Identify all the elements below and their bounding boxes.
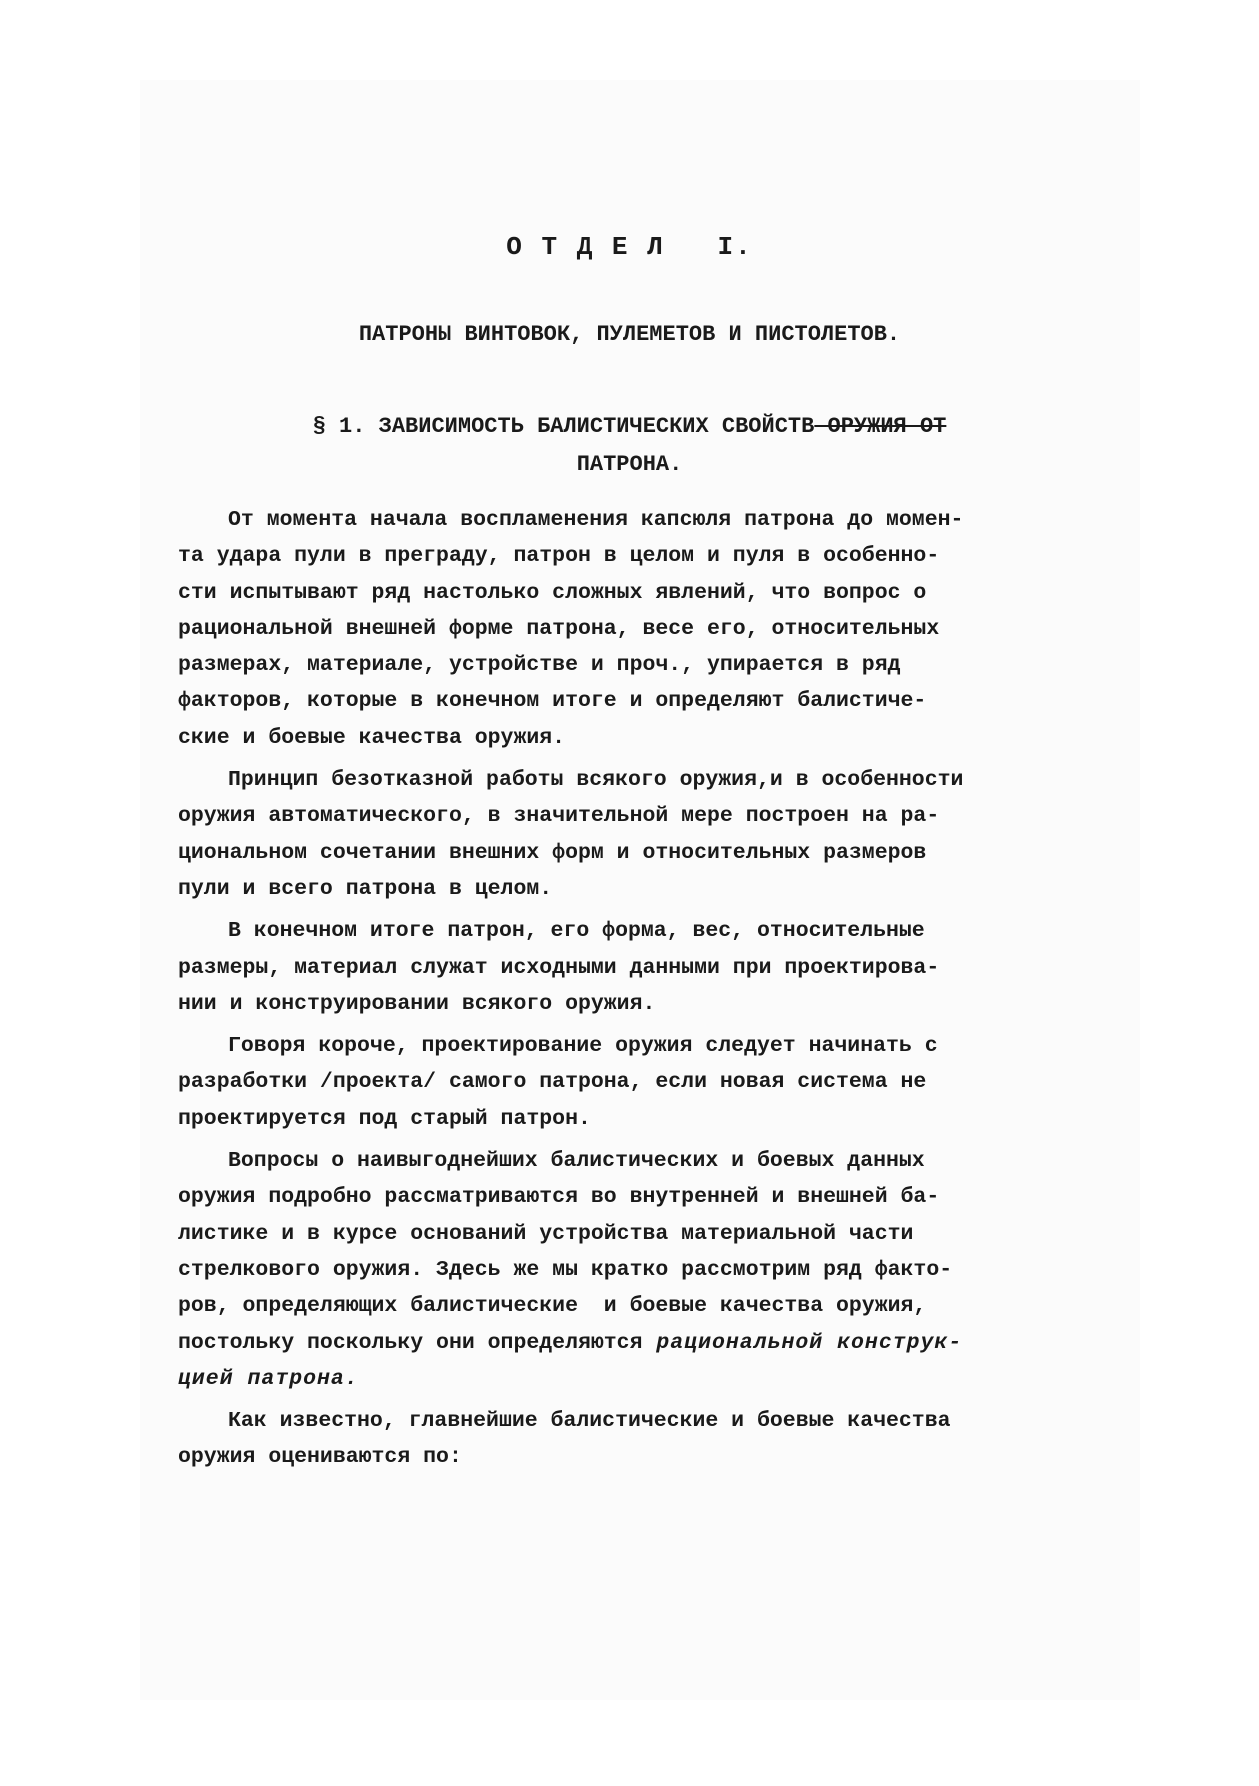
paragraph-4 bbox=[178, 1028, 1123, 1137]
section-title: О Т Д Е Л I. bbox=[506, 232, 753, 262]
text-line: Принцип безотказной работы всякого оружия,и в особенности bbox=[228, 768, 964, 793]
text-line: рациональной внешней форме патрона, весе его, относительных bbox=[178, 616, 940, 641]
italic-phrase-end: цией патрона. bbox=[178, 1366, 359, 1391]
text-line: В конечном итоге патрон, его форма, вес, относительные bbox=[228, 919, 925, 944]
paragraph-6 bbox=[178, 1403, 1123, 1476]
text-line: Говоря короче, проектирование оружия следует начинать с bbox=[228, 1034, 938, 1059]
text-line: размерах, материале, устройстве и проч., упирается в ряд bbox=[178, 653, 901, 678]
paragraph-heading-line-1 bbox=[0, 414, 1259, 439]
text-line: оружия оцениваются по: bbox=[178, 1445, 462, 1470]
text-line: Как известно, главнейшие балистические и боевые качества bbox=[228, 1409, 951, 1434]
text-line: Вопросы о наивыгоднейших балистических и боевых данных bbox=[228, 1149, 925, 1174]
text-line: листике и в курсе оснований устройства материальной части bbox=[178, 1221, 914, 1246]
text-line: стрелкового оружия. Здесь же мы кратко рассмотрим ряд факто- bbox=[178, 1257, 953, 1282]
text-line: факторов, которые в конечном итоге и определяют балистиче- bbox=[178, 689, 927, 714]
paragraph-5 bbox=[178, 1143, 1123, 1397]
text-line: От момента начала воспламенения капсюля патрона до момен- bbox=[228, 508, 964, 532]
text-line: оружия подробно рассматриваются во внутренней и внешней ба- bbox=[178, 1185, 940, 1210]
text-line: циональном сочетании внешних форм и относительных размеров bbox=[178, 840, 927, 865]
text-line: пули и всего патрона в целом. bbox=[178, 876, 553, 901]
body-text bbox=[178, 502, 1123, 1476]
paragraph-heading-struck: ОРУЖИЯ ОТ bbox=[814, 414, 947, 439]
text-line: та удара пули в преграду, патрон в целом и пуля в особенно- bbox=[178, 544, 940, 569]
text-line: размеры, материал служат исходными данными при проектирова- bbox=[178, 955, 940, 980]
paragraph-heading-main: § 1. ЗАВИСИМОСТЬ БАЛИСТИЧЕСКИХ СВОЙСТВ bbox=[312, 414, 815, 439]
paragraph-2 bbox=[178, 762, 1123, 907]
paragraph-3 bbox=[178, 913, 1123, 1022]
text-line: проектируется под старый патрон. bbox=[178, 1106, 591, 1131]
text-line: нии и конструировании всякого оружия. bbox=[178, 991, 656, 1016]
paragraph-1 bbox=[178, 502, 1123, 756]
italic-phrase: рациональной конструк- bbox=[642, 1330, 963, 1355]
text-line-start: постольку поскольку они определяются bbox=[178, 1330, 643, 1355]
text-line: разработки /проекта/ самого патрона, если новая система не bbox=[178, 1070, 927, 1095]
paragraph-heading-line-2: ПАТРОНА. bbox=[576, 452, 683, 477]
text-line: сти испытывают ряд настолько сложных явлений, что вопрос о bbox=[178, 580, 927, 605]
text-line: ские и боевые качества оружия. bbox=[178, 725, 566, 750]
text-line: ров, определяющих балистические и боевые качества оружия, bbox=[178, 1294, 927, 1319]
text-line bbox=[178, 1325, 1123, 1361]
text-line: оружия автоматического, в значительной мере построен на ра- bbox=[178, 804, 940, 829]
part-subtitle: ПАТРОНЫ ВИНТОВОК, ПУЛЕМЕТОВ И ПИСТОЛЕТОВ. bbox=[358, 322, 901, 347]
